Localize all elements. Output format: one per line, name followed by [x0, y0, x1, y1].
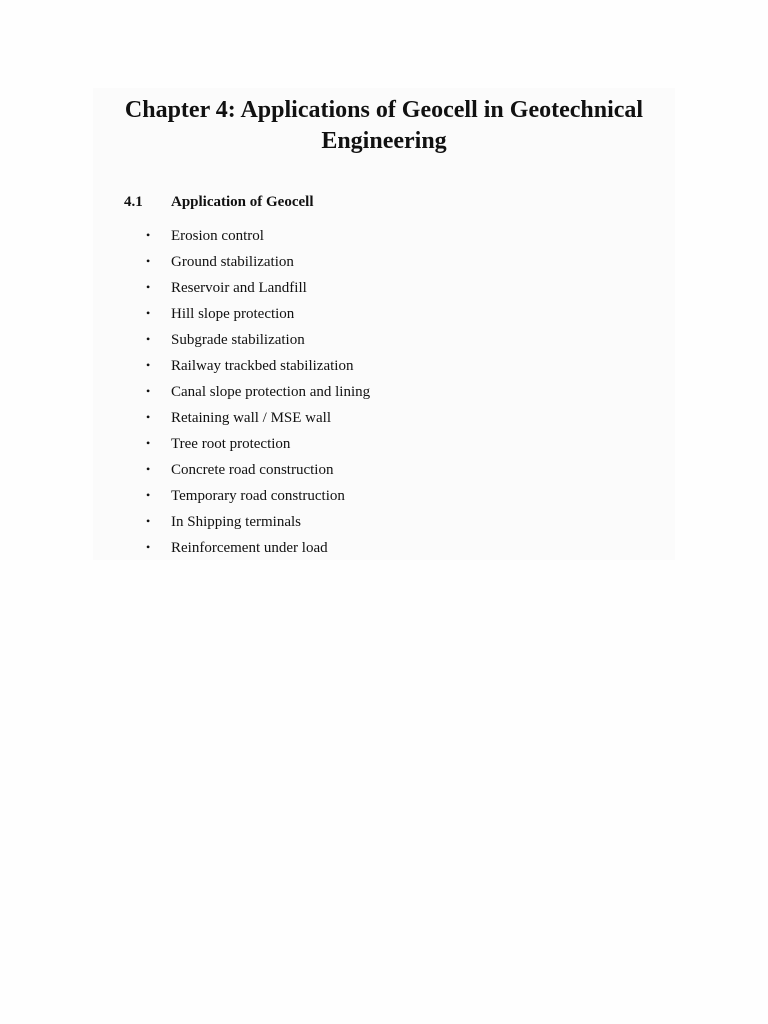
list-item-text: Hill slope protection: [171, 306, 295, 322]
section-heading: [124, 193, 314, 211]
list-item: [146, 433, 370, 459]
list-item: [146, 303, 370, 329]
section-number: 4.1: [124, 194, 143, 210]
list-item-text: Tree root protection: [171, 436, 291, 452]
list-item: [146, 355, 370, 381]
applications-list: [146, 225, 370, 563]
chapter-title: [93, 95, 675, 157]
list-item-text: Erosion control: [171, 228, 264, 244]
list-item: [146, 225, 370, 251]
bullet-icon: •: [146, 306, 151, 320]
bullet-icon: •: [146, 228, 151, 242]
bullet-icon: •: [146, 462, 151, 476]
bullet-icon: •: [146, 488, 151, 502]
list-item-text: Subgrade stabilization: [171, 332, 305, 348]
bullet-icon: •: [146, 358, 151, 372]
list-item-text: Ground stabilization: [171, 254, 294, 270]
bullet-icon: •: [146, 254, 151, 268]
bullet-icon: •: [146, 540, 151, 554]
list-item-text: Temporary road construction: [171, 488, 345, 504]
section-title: Application of Geocell: [171, 194, 314, 210]
list-item: [146, 407, 370, 433]
list-item-text: Railway trackbed stabilization: [171, 358, 354, 374]
list-item: [146, 511, 370, 537]
list-item-text: Concrete road construction: [171, 462, 334, 478]
bullet-icon: •: [146, 332, 151, 346]
list-item: [146, 251, 370, 277]
list-item-text: Reservoir and Landfill: [171, 280, 307, 296]
list-item: [146, 329, 370, 355]
list-item: [146, 459, 370, 485]
chapter-title-line-1: Chapter 4: Applications of Geocell in Geotechnical: [124, 97, 644, 123]
bullet-icon: •: [146, 514, 151, 528]
chapter-title-line-2: Engineering: [321, 128, 447, 154]
list-item-text: In Shipping terminals: [171, 514, 301, 530]
list-item: [146, 537, 370, 563]
list-item-text: Reinforcement under load: [171, 540, 328, 556]
bullet-icon: •: [146, 436, 151, 450]
bullet-icon: •: [146, 384, 151, 398]
list-item-text: Canal slope protection and lining: [171, 384, 371, 400]
bullet-icon: •: [146, 280, 151, 294]
list-item: [146, 277, 370, 303]
list-item: [146, 485, 370, 511]
list-item: [146, 381, 370, 407]
list-item-text: Retaining wall / MSE wall: [171, 410, 331, 426]
bullet-icon: •: [146, 410, 151, 424]
